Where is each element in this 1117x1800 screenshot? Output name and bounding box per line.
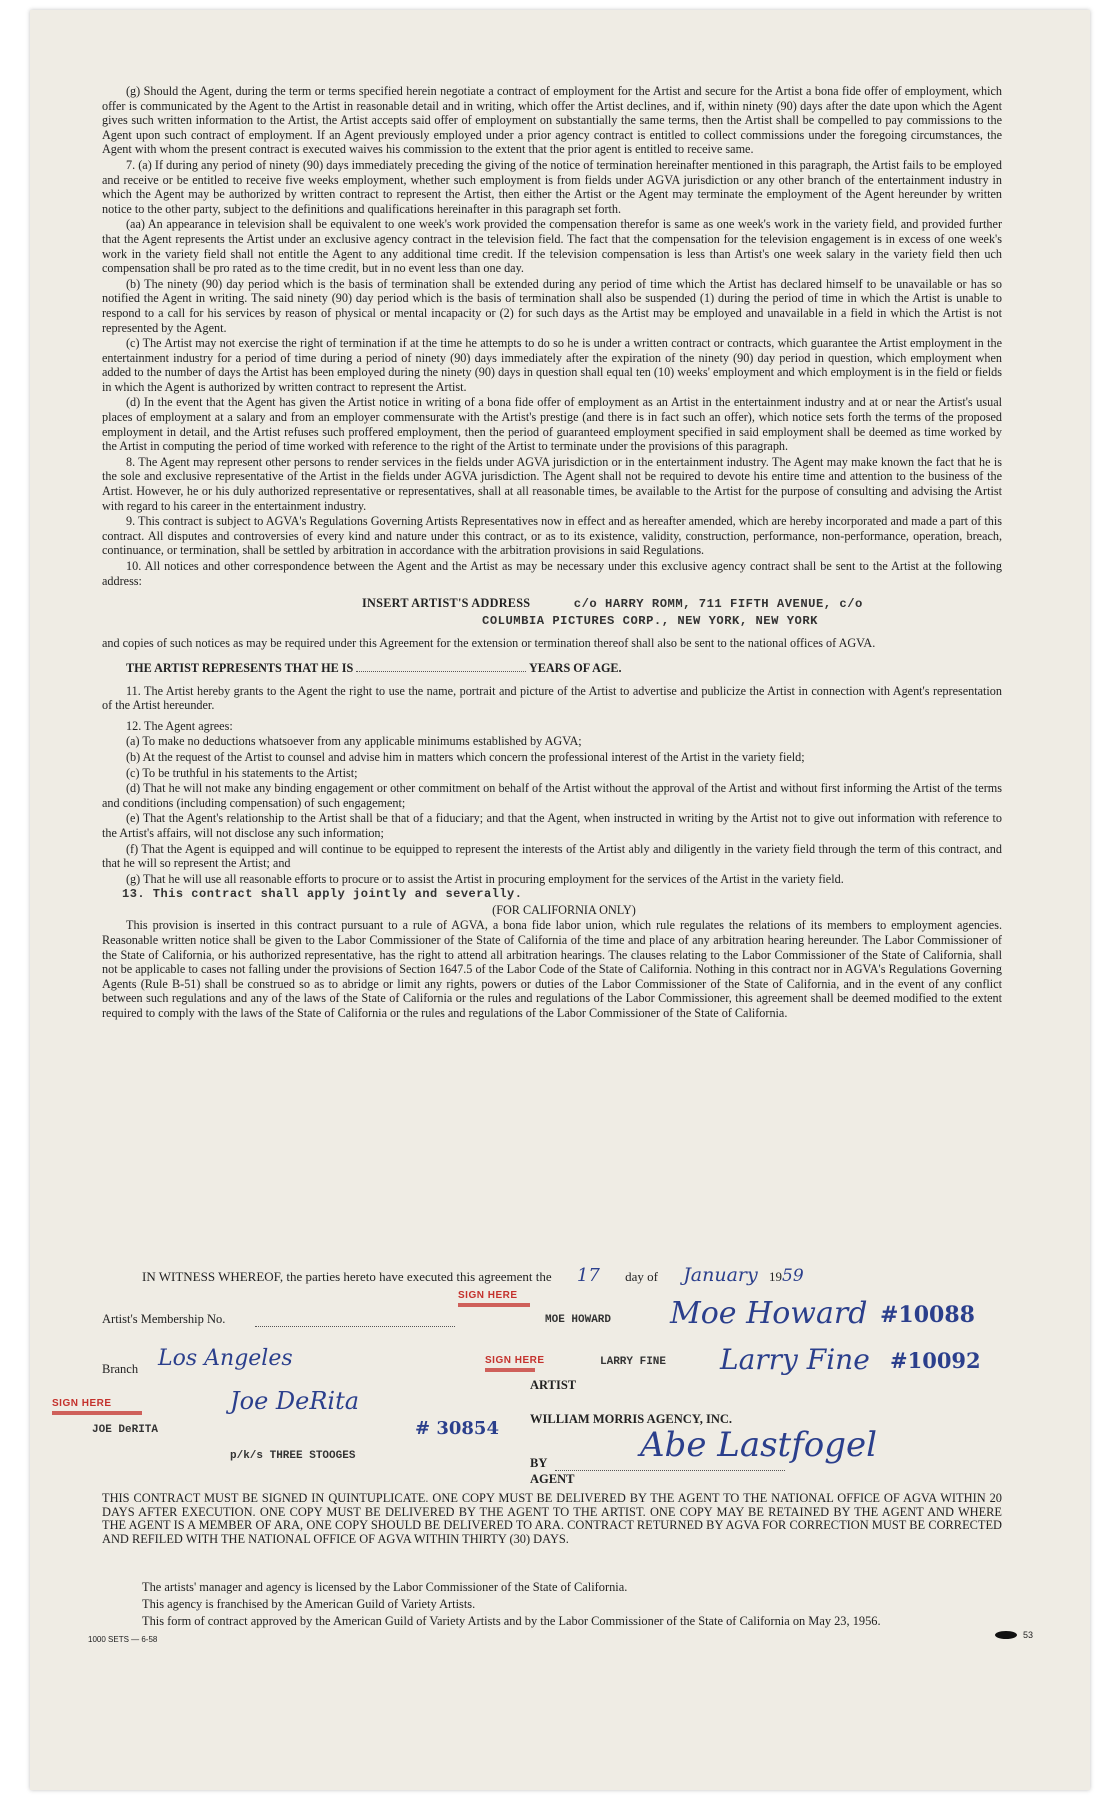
membership-label: Artist's Membership No. — [102, 1312, 226, 1326]
paragraph-12g: (g) That he will use all reasonable efforts to procure or to assist the Artist in procuring employment for the services of the Artist in the variety field. — [126, 871, 844, 886]
california-provision: This provision is inserted in this contract pursuant to a rule of AGVA, a bona fide labor union, which rule regulates the relations of its members to employment agencies. Reasonable written notice shall be given to the Labor Commissioner of the State of California of the time and place of any arbitration hearing hereunder. The Labor Commissioner of the State of California, or his authorized representative, has the right to attend all arbitration hearings. The clauses relating to the Labor Commissioner of the State of California, shall not be applicable to cases not falling under the provisions of Section 1647.5 of the Labor Code of the State of California. Nothing in this contract nor in AGVA's Regulations Governing Agents (Rule B-51) shall be construed so as to abridge or limit any rights, powers or duties of the Labor Commissioner of the State of California, and in the event of any conflict between such regulations and any of the laws of the State of California or the rules and regulations of the Labor Commissioner, this agreement shall be deemed modified to the extent required to comply with the laws of the State of California or the rules and regulations of the Labor Commissioner of the State of California. — [102, 918, 1002, 1021]
paragraph-12e: (e) That the Agent's relationship to the Artist shall be that of a fiduciary; and that the Agent, when instructed in writing by the Artist not to give out information with reference to the Artist's affairs, will not disclose any such information; — [102, 811, 1002, 840]
paragraph-8: 8. The Agent may represent other persons to render services in the fields under AGVA jurisdiction or in the entertainment industry. The Agent may make known the fact that he is the sole and exclusive representative of the Artist in the fields under AGVA jurisdiction. The Agent shall not be required to devote his entire time and attention to the business of the Artist. However, he or his duly authorized representative or representatives, shall at all reasonable times, be available to the Artist for the purpose of consulting and advising the Artist with regard to his career in the entertainment industry. — [102, 454, 1002, 513]
union-label-number: 53 — [1023, 1630, 1034, 1640]
day-handwritten: 17 — [576, 1265, 600, 1286]
paragraph-12: 12. The Agent agrees: — [126, 718, 233, 733]
age-blank — [356, 671, 526, 672]
paragraph-7g: (g) Should the Agent, during the term or terms specified herein negotiate a contract of employment for the Artist and secure for the Artist a bona fide offer of employment, which offer is communicated by the Agent to the Artist in reasonable detail and in writing, which offer the Artist declines, and if, within ninety (90) days after the date upon which the Agent gives such written information to the Artist, the Artist accepts said offer of employment on substantially the same terms, then the Artist shall be compelled to pay commissions to the Agent upon such contract of employment. If an Agent previously employed under a prior agency contract is entitled to collect commissions under the foregoing circumstances, the Agent with whom the present contract is executed waives his commission to the extent that the prior agent is entitled to receive same. — [102, 84, 1002, 157]
paragraph-12b: (b) At the request of the Artist to counsel and advise him in matters which concern the professional interest of the Artist in the variety field; — [126, 749, 805, 764]
by-label: BY — [530, 1456, 548, 1470]
sign-here-tab-joe: SIGN HERE — [52, 1398, 142, 1415]
address-label: INSERT ARTIST'S ADDRESS — [362, 596, 531, 611]
paragraph-12f: (f) That the Agent is equipped and will continue to be equipped to represent the interests of the Artist ably and diligently in the variety field through the term of this contract, and that he will so represent the Artist; and — [102, 841, 1002, 871]
age-end: YEARS OF AGE. — [528, 660, 622, 675]
moe-member-number: #10088 — [880, 1302, 975, 1328]
paragraph-7d: (d) In the event that the Agent has given the Artist notice in writing of a bona fide offer of employment as an Artist in the entertainment industry and at or near the Artist's usual places of employment at a salary and from an employer commensurate with the Artist's prestige (and there is in fact such an offer), which notice sets forth the terms of the proposed employment in detail, and the Artist refuses such proffered employment, then the period of guaranteed employment specified in said employment shall be deemed as time worked by the Artist in computing the period of time worked with reference to the right of the Artist to terminate under the provisions of this paragraph. — [102, 395, 1002, 454]
paragraph-10b: and copies of such notices as may be required under this Agreement for the extension or termination thereof shall also be sent to the national offices of AGVA. — [102, 636, 876, 651]
contract-page — [30, 10, 1090, 1790]
address-line-1: c/o HARRY ROMM, 711 FIFTH AVENUE, c/o — [573, 597, 863, 612]
paragraph-12a: (a) To make no deductions whatsoever from any applicable minimums established by AGVA; — [126, 734, 582, 749]
agent-label: AGENT — [530, 1472, 575, 1486]
california-heading: (FOR CALIFORNIA ONLY) — [492, 902, 636, 917]
larry-typed-name: LARRY FINE — [600, 1356, 667, 1368]
paragraph-9: 9. This contract is subject to AGVA's Regulations Governing Artists Representatives now in effect and as hereafter amended, which are hereby incorporated and made a part of this contract. All disputes and controversies of every kind and nature under this contract, or as to its existence, validity, construction, performance, non-performance, operation, breach, continuance, or termination, shall be settled by arbitration in accordance with the arbitration provisions in said Regulations. — [102, 514, 1002, 558]
age-statement — [102, 661, 1002, 676]
branch-label: Branch — [102, 1362, 139, 1376]
paragraph-12c: (c) To be truthful in his statements to the Artist; — [126, 765, 358, 780]
year-handwritten: 59 — [782, 1266, 804, 1286]
moe-signature: Moe Howard — [670, 1296, 868, 1331]
approved-statement: This form of contract approved by the American Guild of Variety Artists and by the Labor Commissioner of the State of California on May 23, 1956. — [142, 1614, 881, 1628]
union-bug-icon — [995, 1631, 1017, 1639]
address-row — [102, 596, 1002, 612]
quintuplicate-notice: THIS CONTRACT MUST BE SIGNED IN QUINTUPLICATE. ONE COPY MUST BE DELIVERED BY THE AGENT TO THE NATIONAL OFFICE OF AGVA WITHIN 20 DAYS AFTER EXECUTION. ONE COPY MUST BE DELIVERED BY THE AGENT TO THE ARTIST. ONE COPY MAY BE RETAINED BY THE AGENT AND WHERE THE AGENT IS A MEMBER OF ARA, ONE COPY SHOULD BE DELIVERED TO ARA. CONTRACT RETURNED BY AGVA FOR CORRECTION MUST BE CORRECTED AND REFILED WITH THE NATIONAL OFFICE OF AGVA WITHIN THIRTY (30) DAYS. — [102, 1491, 1002, 1546]
branch-handwritten: Los Angeles — [158, 1346, 293, 1371]
licensed-statement: The artists' manager and agency is licensed by the Labor Commissioner of the State of California. — [142, 1580, 628, 1594]
paragraph-11: 11. The Artist hereby grants to the Agent the right to use the name, portrait and picture of the Artist to advertise and publicize the Artist in connection with Agent's representation of the Artist hereunder. — [102, 683, 1002, 713]
age-start: THE ARTIST REPRESENTS THAT HE IS — [126, 660, 354, 675]
artist-label: ARTIST — [530, 1378, 577, 1392]
contract-body — [102, 84, 1002, 1022]
sign-here-tab-moe: SIGN HERE — [458, 1290, 530, 1307]
franchised-statement: This agency is franchised by the American Guild of Variety Artists. — [142, 1597, 476, 1611]
paragraph-13: 13. This contract shall apply jointly and severally. — [122, 887, 523, 902]
larry-signature: Larry Fine — [720, 1343, 870, 1376]
joe-typed-name: JOE DeRITA — [92, 1424, 159, 1436]
print-run-code: 1000 SETS — 6-58 — [88, 1635, 158, 1644]
agent-signature-line — [555, 1470, 785, 1471]
year-prefix: 19 — [769, 1269, 782, 1284]
paragraph-7b: (b) The ninety (90) day period which is the basis of termination shall be extended during any period of time which the Artist has declared himself to be unavailable or has so notified the Agent in writing. The said ninety (90) day period which is the basis of termination shall also be suspended (1) during the period of time in which the Artist is unable to respond to a call for his services by reason of physical or mental incapacity or (2) for such days as the Artist may be employed and unavailable in a field in which the Artist is not represented by the Agent. — [102, 276, 1002, 335]
joe-signature: Joe DeRita — [230, 1387, 360, 1415]
paragraph-10: 10. All notices and other correspondence between the Agent and the Artist as may be necessary under this exclusive agency contract shall be sent to the Artist at the following address: — [102, 559, 1002, 588]
membership-blank — [255, 1326, 455, 1327]
sign-here-tab-larry: SIGN HERE — [485, 1355, 545, 1372]
moe-typed-name: MOE HOWARD — [545, 1314, 612, 1326]
address-line-2: COLUMBIA PICTURES CORP., NEW YORK, NEW YORK — [482, 613, 818, 628]
joe-member-number: # 30854 — [415, 1418, 499, 1439]
agency-name: WILLIAM MORRIS AGENCY, INC. — [530, 1412, 732, 1426]
agent-signature: Abe Lastfogel — [640, 1425, 878, 1465]
paragraph-7c: (c) The Artist may not exercise the right of termination if at the time he attempts to do so he is under a written contract or contracts, which guarantee the Artist employment in the entertainment industry for a period of time during a period of ninety (90) days immediately after the expiration of the ninety (90) day period in question, which employment when added to the number of days the Artist has been employed during the ninety (90) days in question shall equal ten (10) weeks' employment and which employment is in the field or fields in which the Agent is authorized by written contract to represent the Artist. — [102, 336, 1002, 394]
footer-statements — [102, 1580, 1002, 1631]
union-label — [995, 1630, 1033, 1640]
larry-member-number: #10092 — [890, 1348, 981, 1373]
paragraph-7aa: (aa) An appearance in television shall be equivalent to one week's work provided the compensation therefor is same as one week's work in the variety field, and provided further that the Agent represents the Artist under an exclusive agency contract in the television field. The fact that the compensation for the television engagement is in excess of one week's work in the variety field shall not entitle the Agent to any additional time credit. If the television compensation is less than Artist's one week salary in the variety field then uch compensation shall be pro rated as to the time credit, but in no event less than one day. — [102, 217, 1002, 276]
month-handwritten: January — [683, 1264, 758, 1286]
paragraph-7a: 7. (a) If during any period of ninety (90) days immediately preceding the giving of the notice of termination hereinafter mentioned in this paragraph, the Artist fails to be employed and receive or be entitled to receive five weeks employment, whether such employment is from fields under AGVA jurisdiction or any other branch of the entertainment industry in which the Agent may be authorized by written contract to represent the Artist, then either the Artist or the Agent may terminate the employment of the Agent hereunder by written notice to the other party, subject to the definitions and qualifications hereinafter in this paragraph set forth. — [102, 157, 1002, 216]
paragraph-12d: (d) That he will not make any binding engagement or other commitment on behalf of the Artist without the approval of the Artist and without first informing the Artist of the terms and conditions (including compensation) of such engagement; — [102, 781, 1002, 810]
professionally-known-as: p/k/s THREE STOOGES — [230, 1450, 356, 1462]
witness-line: IN WITNESS WHEREOF, the parties hereto have executed this agreement the 17 day of January 1959 — [142, 1264, 804, 1286]
